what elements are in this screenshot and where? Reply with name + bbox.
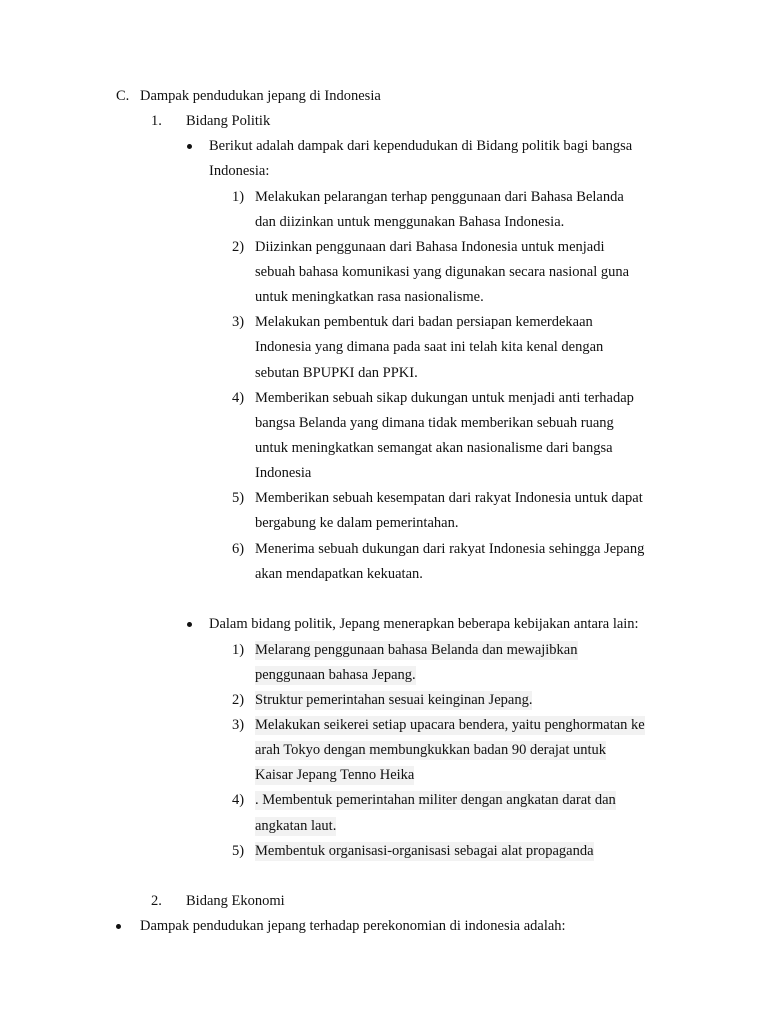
list-item-line: Melakukan pelarangan terhap penggunaan dari Bahasa Belanda: [255, 189, 624, 205]
list-item-line: bangsa Belanda yang dimana tidak memberikan sebuah ruang: [255, 415, 614, 431]
section-marker: C.: [116, 88, 130, 104]
policy-intro: Dalam bidang politik, Jepang menerapkan beberapa kebijakan antara lain:: [209, 616, 639, 632]
intro-line: Berikut adalah dampak dari kependudukan di Bidang politik bagi bangsa: [209, 138, 633, 154]
subsection-marker-politik: 1.: [151, 113, 162, 129]
subsection-title-politik: Bidang Politik: [186, 113, 271, 129]
bullet-icon: [116, 924, 121, 929]
list-marker: 4): [232, 390, 245, 406]
list-marker: 1): [232, 642, 245, 658]
list-marker: 6): [232, 541, 245, 557]
list-marker: 4): [232, 792, 245, 808]
section-title: Dampak pendudukan jepang di Indonesia: [140, 88, 381, 104]
list-item-line: Indonesia yang dimana pada saat ini telah kita kenal dengan: [255, 339, 604, 355]
list-item-line: dan diizinkan untuk menggunakan Bahasa Indonesia.: [255, 214, 565, 230]
list-item-line: untuk meningkatkan semangat akan nasionalisme dari bangsa: [255, 440, 613, 456]
list-item-line: Memberikan sebuah kesempatan dari rakyat Indonesia untuk dapat: [255, 490, 643, 506]
list-item-line: akan mendapatkan kekuatan.: [255, 566, 423, 582]
list-item-line: penggunaan bahasa Jepang.: [255, 667, 416, 683]
list-item-line: untuk meningkatkan rasa nasionalisme.: [255, 289, 484, 305]
list-item-line: sebutan BPUPKI dan PPKI.: [255, 365, 418, 381]
list-item-line: angkatan laut.: [255, 818, 337, 834]
intro-line: Indonesia:: [209, 163, 270, 179]
list-item-line: Membentuk organisasi-organisasi sebagai alat propaganda: [255, 843, 594, 859]
list-item-line: . Membentuk pemerintahan militer dengan angkatan darat dan: [255, 792, 616, 808]
list-item-line: Kaisar Jepang Tenno Heika: [255, 767, 415, 783]
list-marker: 1): [232, 189, 245, 205]
list-item-line: sebuah bahasa komunikasi yang digunakan secara nasional guna: [255, 264, 630, 280]
subsection-title-ekonomi: Bidang Ekonomi: [186, 893, 285, 909]
list-marker: 2): [232, 239, 245, 255]
list-marker: 5): [232, 843, 245, 859]
list-item-line: Memberikan sebuah sikap dukungan untuk menjadi anti terhadap: [255, 390, 634, 406]
list-item-line: Menerima sebuah dukungan dari rakyat Indonesia sehingga Jepang: [255, 541, 645, 557]
list-marker: 3): [232, 314, 245, 330]
list-item-line: Melakukan pembentuk dari badan persiapan kemerdekaan: [255, 314, 593, 330]
list-item-line: Melarang penggunaan bahasa Belanda dan mewajibkan: [255, 642, 578, 658]
list-marker: 5): [232, 490, 245, 506]
list-item-line: Indonesia: [255, 465, 312, 481]
list-item-line: bergabung ke dalam pemerintahan.: [255, 515, 459, 531]
list-item-line: arah Tokyo dengan membungkukkan badan 90 derajat untuk: [255, 742, 607, 758]
list-item-line: Struktur pemerintahan sesuai keinginan Jepang.: [255, 692, 533, 708]
bullet-icon: [187, 144, 192, 149]
list-item-line: Melakukan seikerei setiap upacara bendera, yaitu penghormatan ke: [255, 717, 645, 733]
ekonomi-intro: Dampak pendudukan jepang terhadap perekonomian di indonesia adalah:: [140, 918, 566, 934]
bullet-icon: [187, 622, 192, 627]
list-marker: 3): [232, 717, 245, 733]
list-item-line: Diizinkan penggunaan dari Bahasa Indonesia untuk menjadi: [255, 239, 605, 255]
list-marker: 2): [232, 692, 245, 708]
subsection-marker-ekonomi: 2.: [151, 893, 162, 909]
